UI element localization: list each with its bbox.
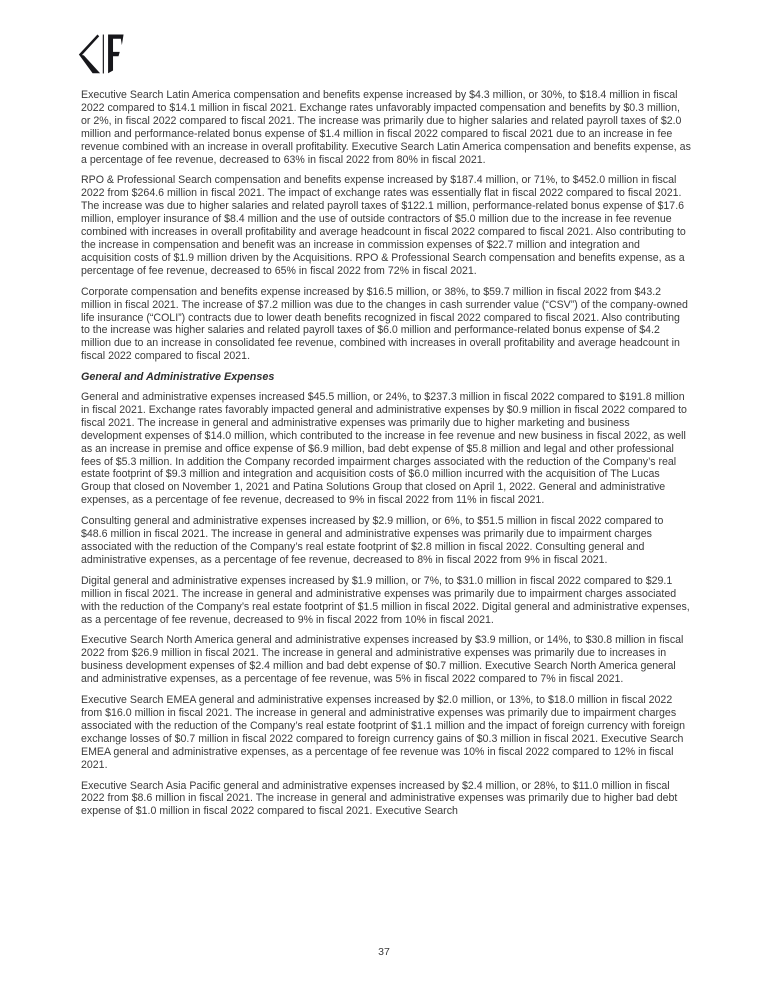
korn-ferry-kf-monogram-icon: [78, 34, 124, 74]
paragraph-corporate-comp: Corporate compensation and benefits expense increased by $16.5 million, or 38%, to $59.7 million in fiscal 2022 from $43.2 million in fiscal 2021. The increase of $7.2 million was due to the changes in cash surrender value (“CSV”) of the company-owned life insurance (“COLI”) contracts due to lower death benefits recognized in fiscal 2022 compared to fiscal 2021. Also contributing to the increase was higher salaries and related payroll taxes of $6.0 million and performance-related bonus expense of $4.2 million due to an increase in consolidated fee revenue, combined with increases in overall profitability and average headcount in fiscal 2022 compared to fiscal 2021.: [81, 285, 688, 363]
document-body: [81, 89, 691, 826]
paragraph-rpo-professional-search-comp: RPO & Professional Search compensation and benefits expense increased by $187.4 million, or 71%, to $452.0 million in fiscal 2022 from $264.6 million in fiscal 2021. The impact of exchange rates was essentially flat in fiscal 2022 compared to fiscal 2021. The increase was due to higher salaries and related payroll taxes of $122.1 million, performance-related bonus expense of $17.6 million, employer insurance of $8.4 million and the use of outside contractors of $5.0 million due to the increase in fee revenue combined with increases in overall profitability and average headcount in fiscal 2022 compared to fiscal 2021. Also contributing to the increase in compensation and benefit was an increase in commission expenses of $22.7 million and integration and acquisition costs of $1.9 million driven by the Acquisitions. RPO & Professional Search compensation and benefits expense, as a percentage of fee revenue, decreased to 65% in fiscal 2022 from 72% in fiscal 2021.: [81, 174, 686, 277]
page-number: 37: [378, 946, 390, 958]
paragraph-ga-exec-search-asia-pacific: Executive Search Asia Pacific general and administrative expenses increased by $2.4 million, or 28%, to $11.0 million in fiscal 2022 from $8.6 million in fiscal 2021. The increase in general and administrative expenses was primarily due to higher bad debt expense of $1.0 million in fiscal 2022 compared to fiscal 2021. Executive Search: [81, 779, 678, 818]
paragraph-ga-exec-search-north-america: Executive Search North America general and administrative expenses increased by $3.9 million, or 14%, to $30.8 million in fiscal 2022 from $26.9 million in fiscal 2021. The increase in general and administrative expenses was primarily due to increases in business development expenses of $2.4 million and bad debt expense of $0.7 million. Executive Search North America general and administrative expenses, as a percentage of fee revenue, was 5% in fiscal 2022 compared to 7% in fiscal 2021.: [81, 634, 684, 686]
paragraph-ga-digital: Digital general and administrative expenses increased by $1.9 million, or 7%, to $31.0 million in fiscal 2022 compared to $29.1 million in fiscal 2021. The increase in general and administrative expenses was primarily due to impairment charges associated with the reduction of the Company’s real estate footprint of $1.5 million in fiscal 2022. Digital general and administrative expenses, as a percentage of fee revenue, decreased to 9% in fiscal 2022 from 10% in fiscal 2021.: [81, 574, 690, 626]
paragraph-ga-exec-search-emea: Executive Search EMEA general and administrative expenses increased by $2.0 million, or 13%, to $18.0 million in fiscal 2022 from $16.0 million in fiscal 2021. The increase in general and administrative expenses was primarily due to impairment charges associated with the reduction of the Company’s real estate footprint of $1.1 million and the impact of foreign currency with foreign exchange losses of $0.7 million in fiscal 2022 compared to foreign currency gains of $0.3 million in fiscal 2021. Executive Search EMEA general and administrative expenses, as a percentage of fee revenue was 10% in fiscal 2022 compared to 12% in fiscal 2021.: [81, 694, 685, 771]
paragraph-ga-overview: General and administrative expenses increased $45.5 million, or 24%, to $237.3 million in fiscal 2022 compared to $191.8 million in fiscal 2021. Exchange rates favorably impacted general and administrative expenses by $0.9 million in fiscal 2022 compared to fiscal 2021. The increase in general and administrative expenses was primarily due to higher marketing and business development expenses of $14.0 million, which contributed to the increase in fee revenue and new business in fiscal 2022, as well as an increase in premise and office expense of $6.9 million, bad debt expense of $5.8 million and legal and other professional fees of $5.3 million. In addition the Company recorded impairment charges associated with the reduction of the Company’s real estate footprint of $9.3 million and integration and acquisition costs of $6.0 million incurred with the acquisition of The Lucas Group that closed on November 1, 2021 and Patina Solutions Group that closed on April 1, 2022. General and administrative expenses, as a percentage of fee revenue, decreased to 9% in fiscal 2022 from 11% in fiscal 2021.: [81, 391, 687, 507]
paragraph-ga-consulting: Consulting general and administrative expenses increased by $2.9 million, or 6%, to $51.5 million in fiscal 2022 compared to $48.6 million in fiscal 2021. The increase in general and administrative expenses was primarily due to impairment charges associated with the reduction of the Company’s real estate footprint of $2.8 million in fiscal 2022. Consulting general and administrative expenses, as a percentage of fee revenue, decreased to 8% in fiscal 2022 from 9% in fiscal 2021.: [81, 515, 664, 566]
section-heading-general-admin-expenses: General and Administrative Expenses: [81, 371, 275, 384]
paragraph-exec-search-latam-comp: Executive Search Latin America compensation and benefits expense increased by $4.3 million, or 30%, to $18.4 million in fiscal 2022 compared to $14.1 million in fiscal 2021. Exchange rates unfavorably impacted compensation and benefits by $0.3 million, or 2%, in fiscal 2022 compared to fiscal 2021. The increase was primarily due to higher salaries and related payroll taxes of $2.0 million and performance-related bonus expense of $1.4 million in fiscal 2022 compared to fiscal 2021 due to an increase in fee revenue combined with an increase in overall profitability. Executive Search Latin America compensation and benefits expense, as a percentage of fee revenue, decreased to 63% in fiscal 2022 from 80% in fiscal 2021.: [81, 89, 691, 166]
